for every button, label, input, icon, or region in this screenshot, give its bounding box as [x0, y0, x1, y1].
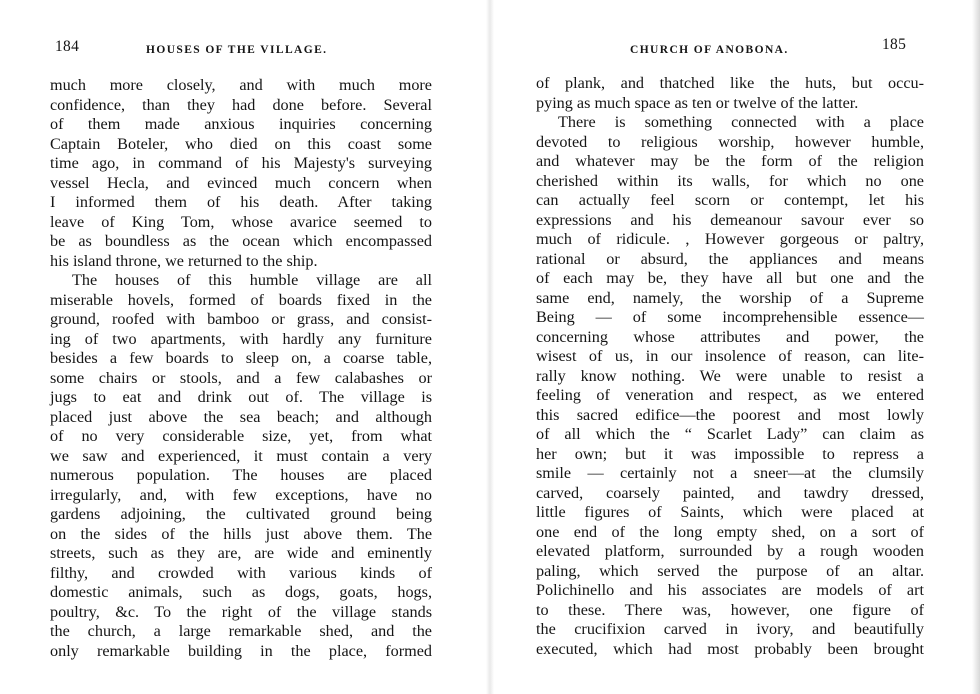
- text-line: numerous population. The houses are placed: [50, 466, 432, 484]
- text-line: executed, which had most probably been brought: [536, 639, 924, 658]
- text-line: filthy, and crowded with various kinds of: [50, 563, 432, 582]
- text-line: of all which the “ Scarlet Lady” can claim as: [536, 425, 924, 443]
- text-line: domestic animals, such as dogs, goats, hogs,: [50, 583, 432, 601]
- text-line: ing of two apartments, with hardly any furniture: [50, 329, 432, 348]
- text-line: concerning whose attributes and power, the: [536, 327, 924, 346]
- text-line: cherished within its walls, for which no one: [536, 171, 924, 190]
- text-line: The houses of this humble village are all: [72, 271, 432, 289]
- text-line: rally know nothing. We were unable to resist a: [536, 366, 924, 385]
- left-page-text: [50, 76, 432, 661]
- text-line: little figures of Saints, which were placed at: [536, 503, 924, 521]
- text-line: be as boundless as the ocean which encompassed: [50, 232, 432, 250]
- text-line: poultry, &c. To the right of the village stands: [50, 602, 432, 621]
- text-line: expressions and his demeanour savour ever so: [536, 210, 924, 229]
- text-line: leave of King Tom, whose avarice seemed to: [50, 212, 432, 231]
- text-line: gardens adjoining, the cultivated ground being: [50, 505, 432, 523]
- text-line: elevated platform, surrounded by a rough wooden: [536, 542, 924, 560]
- text-line: streets, such as they are, are wide and eminently: [50, 544, 432, 562]
- text-line: some chairs or stools, and a few calabashes or: [50, 368, 432, 387]
- text-line: I informed them of his death. After taking: [50, 193, 432, 211]
- text-line: irregularly, and, with few exceptions, have no: [50, 485, 432, 504]
- page-number-right: 185: [882, 36, 907, 53]
- text-line: this sacred edifice—the poorest and most lowly: [536, 405, 924, 424]
- text-line: miserable hovels, formed of boards fixed in the: [50, 290, 432, 309]
- text-line: smile — certainly not a sneer—at the clumsily: [536, 464, 924, 482]
- text-line: confidence, than they had done before. Several: [50, 95, 432, 114]
- text-line: rational or absurd, the appliances and means: [536, 249, 924, 268]
- right-page-text: [536, 74, 924, 659]
- text-line: carved, coarsely painted, and tawdry dressed,: [536, 483, 924, 502]
- text-line: paling, which served the purpose of an altar.: [536, 561, 924, 580]
- running-head-right: CHURCH OF ANOBONA.: [630, 44, 789, 56]
- running-head-left: HOUSES OF THE VILLAGE.: [146, 44, 328, 56]
- text-line: time ago, in command of his Majesty's surveying: [50, 154, 432, 172]
- scan-edge: [972, 0, 980, 694]
- text-line: Being — of some incomprehensible essence—: [536, 308, 924, 326]
- text-line: pying as much space as ten or twelve of the latter.: [536, 93, 859, 112]
- text-line: his island throne, we returned to the ship.: [50, 251, 318, 270]
- text-line: much of ridicule. , However gorgeous or paltry,: [536, 230, 924, 248]
- right-page: [490, 0, 980, 694]
- text-line: Polichinello and his associates are models of art: [536, 581, 924, 599]
- text-line: much more closely, and with much more: [50, 76, 432, 94]
- text-line: can actually feel scorn or contempt, let his: [536, 191, 924, 209]
- text-line: There is something connected with a place: [558, 113, 924, 131]
- text-line: ground, roofed with bamboo or grass, and consist-: [50, 310, 432, 328]
- text-line: placed just above the sea beach; and although: [50, 407, 432, 426]
- text-line: we saw and experienced, it must contain a very: [50, 446, 432, 465]
- text-line: the church, a large remarkable shed, and the: [50, 622, 432, 640]
- text-line: to these. There was, however, one figure of: [536, 600, 924, 619]
- text-line: vessel Hecla, and evinced much concern when: [50, 173, 432, 192]
- text-line: and whatever may be the form of the religion: [536, 152, 924, 170]
- text-line: jugs to eat and drink out of. The village is: [50, 388, 432, 406]
- text-line: her own; but it was impossible to repress a: [536, 444, 924, 463]
- text-line: of no very considerable size, yet, from what: [50, 427, 432, 445]
- text-line: Captain Boteler, who died on this coast some: [50, 134, 432, 153]
- text-line: only remarkable building in the place, formed: [50, 641, 432, 660]
- text-line: one end of the long empty shed, on a sort of: [536, 522, 924, 541]
- text-line: the crucifixion carved in ivory, and beautifully: [536, 620, 924, 638]
- text-line: devoted to religious worship, however humble,: [536, 132, 924, 151]
- page-number-left: 184: [55, 38, 80, 55]
- text-line: on the sides of the hills just above them. The: [50, 524, 432, 543]
- text-line: feeling of veneration and respect, as we entered: [536, 386, 924, 404]
- text-line: same end, namely, the worship of a Supreme: [536, 288, 924, 307]
- text-line: wisest of us, in our insolence of reason, can lite-: [536, 347, 924, 365]
- text-line: of each may be, they have all but one and the: [536, 269, 924, 287]
- text-line: besides a few boards to sleep on, a coarse table,: [50, 349, 432, 367]
- text-line: of plank, and thatched like the huts, but occu-: [536, 74, 924, 92]
- text-line: of them made anxious inquiries concerning: [50, 115, 432, 133]
